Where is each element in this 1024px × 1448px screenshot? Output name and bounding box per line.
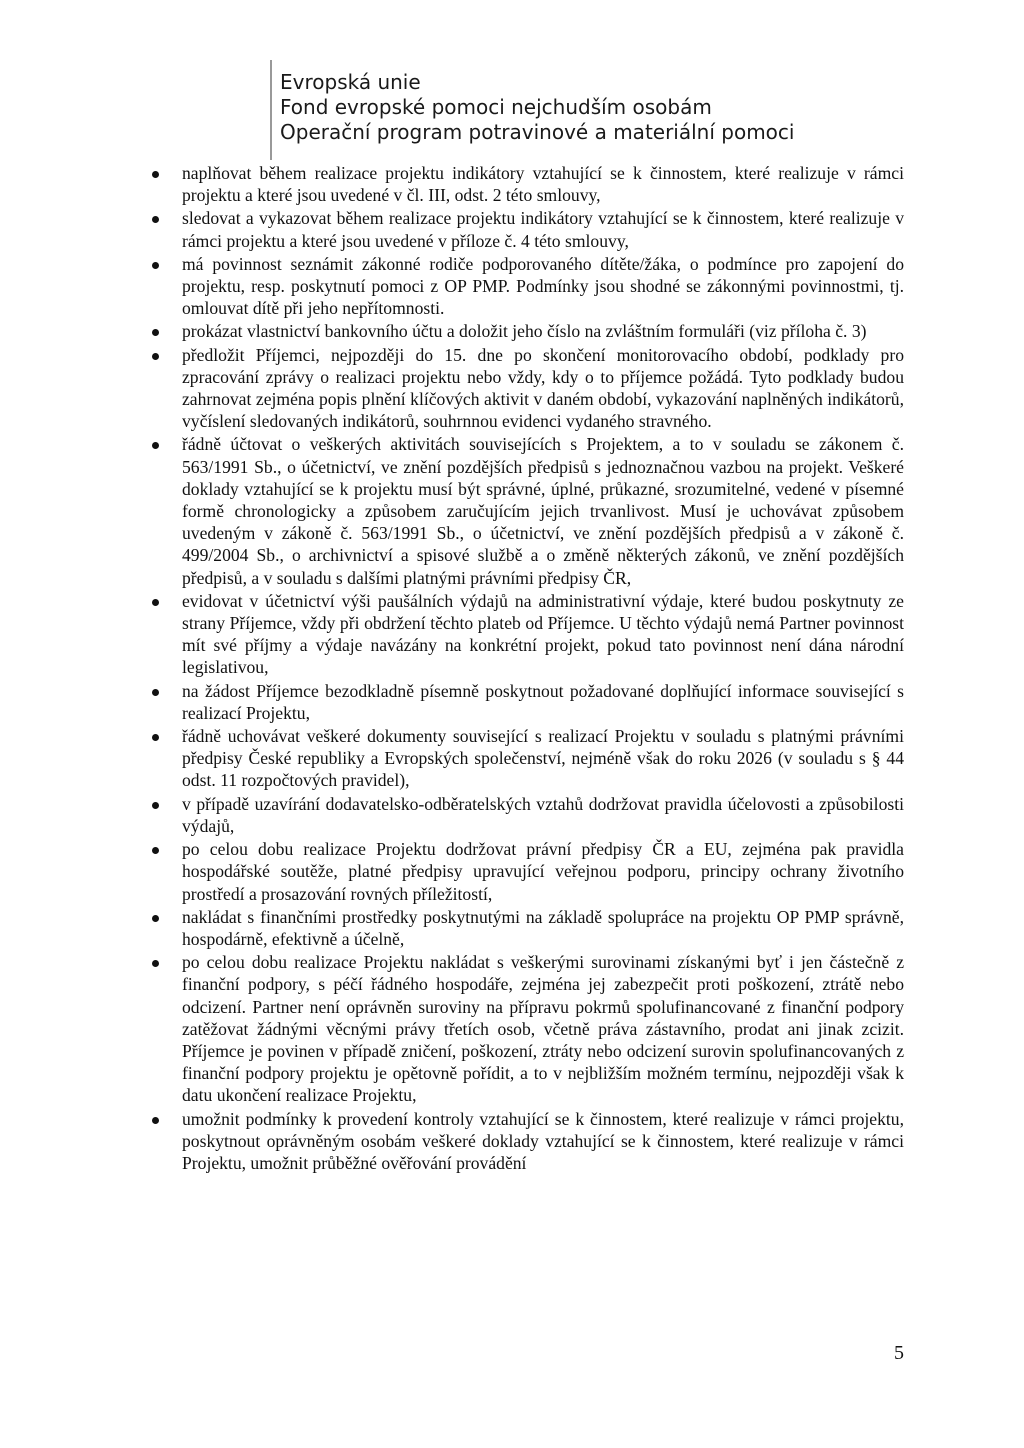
obligations-list <box>152 162 904 1174</box>
header-line-program: Operační program potravinové a materiální pomoci <box>280 120 795 144</box>
list-item <box>152 680 904 724</box>
bullet-icon <box>152 262 159 269</box>
header-text <box>280 70 794 145</box>
bullet-icon <box>152 599 159 606</box>
bullet-icon <box>152 960 159 967</box>
list-item-text: řádně uchovávat veškeré dokumenty související s realizací Projektu v souladu s platnými právními předpisy České republiky a Evropských společenství, nejméně však do roku 2026 (v souladu s § 44 odst. 11 rozpočtových pravidel), <box>182 726 904 791</box>
bullet-icon <box>152 329 159 336</box>
bullet-icon <box>152 171 159 178</box>
bullet-icon <box>152 442 159 449</box>
list-item-text: sledovat a vykazovat během realizace projektu indikátory vztahující se k činnostem, které realizuje v rámci projektu a které jsou uvedené v příloze č. 4 této smlouvy, <box>182 208 904 251</box>
bullet-icon <box>152 353 159 360</box>
list-item <box>152 793 904 837</box>
list-item <box>152 951 904 1106</box>
list-item-text: nakládat s finančními prostředky poskytnutými na základě spolupráce na projektu OP PMP správně, hospodárně, efektivně a účelně, <box>182 906 904 949</box>
list-item-text: evidovat v účetnictví výši paušálních výdajů na administrativní výdaje, které budou poskytnuty ze strany Příjemce, vždy při obdržení těchto plateb od Příjemce. U těchto výdajů nemá Partner povinnost mít své příjmy a výdaje navázány na konkrétní projekt, pokud tato povinnost není dána národní legislativou, <box>182 590 904 678</box>
list-item <box>152 162 904 206</box>
list-item-text: předložit Příjemci, nejpozději do 15. dne po skončení monitorovacího období, podklady pro zpracování zprávy o realizaci projektu nebo vždy, kdy o to příjemce požádá. Tyto podklady budou zahrnovat zejména popis plnění klíčových aktivit v daném období, vykazování naplněných indikátorů, vyčíslení sledovaných indikátorů, souhrnnou evidenci vydaného stravného. <box>182 344 904 432</box>
list-item-text: naplňovat během realizace projektu indikátory vztahující se k činnostem, které realizuje v rámci projektu a které jsou uvedené v čl. III, odst. 2 této smlouvy, <box>182 163 904 206</box>
page-number: 5 <box>894 1342 904 1364</box>
document-header <box>270 60 910 160</box>
bullet-icon <box>152 216 159 223</box>
list-item <box>152 433 904 588</box>
list-item <box>152 253 904 320</box>
bullet-icon <box>152 847 159 854</box>
list-item <box>152 1108 904 1175</box>
list-item <box>152 207 904 251</box>
list-item-text: umožnit podmínky k provedení kontroly vztahující se k činnostem, které realizuje v rámci projektu, poskytnout oprávněným osobám veškeré doklady vztahující se k činnostem, které realizuje v rámci Projektu, umožnit průběžné ověřování provádění <box>182 1108 904 1173</box>
header-divider <box>270 60 272 160</box>
list-item-text: po celou dobu realizace Projektu dodržovat právní předpisy ČR a EU, zejména pak pravidla hospodářské soutěže, platné předpisy upravující veřejnou podporu, principy ochrany životního prostředí a prosazování rovných příležitostí, <box>182 839 904 904</box>
list-item-text: na žádost Příjemce bezodkladně písemně poskytnout požadované doplňující informace související s realizací Projektu, <box>182 680 904 723</box>
bullet-icon <box>152 802 159 809</box>
bullet-icon <box>152 734 159 741</box>
list-item <box>152 725 904 792</box>
list-item <box>152 838 904 905</box>
list-item <box>152 320 904 342</box>
bullet-icon <box>152 915 159 922</box>
bullet-icon <box>152 1117 159 1124</box>
list-item <box>152 590 904 679</box>
list-item-text: má povinnost seznámit zákonné rodiče podporovaného dítěte/žáka, o podmínce pro zapojení do projektu, resp. poskytnutí pomoci z OP PMP. Podmínky jsou shodné se zákonnými povinnostmi, tj. omlouvat dítě při jeho nepřítomnosti. <box>182 253 904 319</box>
list-item-text: prokázat vlastnictví bankovního účtu a doložit jeho číslo na zvláštním formuláři (viz příloha č. 3) <box>182 321 867 342</box>
list-item-text: řádně účtovat o veškerých aktivitách souvisejících s Projektem, a to v souladu se zákonem č. 563/1991 Sb., o účetnictví, ve znění pozdějších předpisů s jednoznačnou vazbou na projekt. Veškeré doklady vztahující se k projektu musí být správné, úplné, průkazné, srozumitelné, vedené v písemné formě chronologicky a způsobem zaručujícím jejich trvanlivost. Musí je uchovávat způsobem uvedeným v zákoně č. 563/1991 Sb., o účetnictví, ve znění pozdějších předpisů a v zákoně č. 499/2004 Sb., o archivnictví a spisové službě a o změně některých zákonů, ve znění pozdějších předpisů, a v souladu s dalšími platnými právními předpisy ČR, <box>182 434 904 588</box>
header-line-eu: Evropská unie <box>280 70 421 94</box>
document-body <box>152 162 904 1175</box>
list-item-text: po celou dobu realizace Projektu nakládat s veškerými surovinami získanými byť i jen částečně z finanční podpory, s péčí řádného hospodáře, zejména jej zabezpečit proti poškození, ztrátě nebo odcizení. Partner není oprávněn suroviny na přípravu pokrmů spolufinancované z finanční podpory zatěžovat žádnými věcnými právy třetích osob, včetně práva zástavního, prodat ani jinak zcizit. Příjemce je povinen v případě zničení, poškození, ztráty nebo odcizení surovin spolufinancovaných z finanční podpory projektu je opětovně pořídit, a to v nejbližším možném termínu, nejpozději však k datu ukončení realizace Projektu, <box>182 952 904 1106</box>
header-line-fund: Fond evropské pomoci nejchudším osobám <box>280 95 712 119</box>
list-item <box>152 344 904 433</box>
list-item <box>152 906 904 950</box>
bullet-icon <box>152 689 159 696</box>
list-item-text: v případě uzavírání dodavatelsko-odběratelských vztahů dodržovat pravidla účelovosti a způsobilosti výdajů, <box>182 793 904 836</box>
